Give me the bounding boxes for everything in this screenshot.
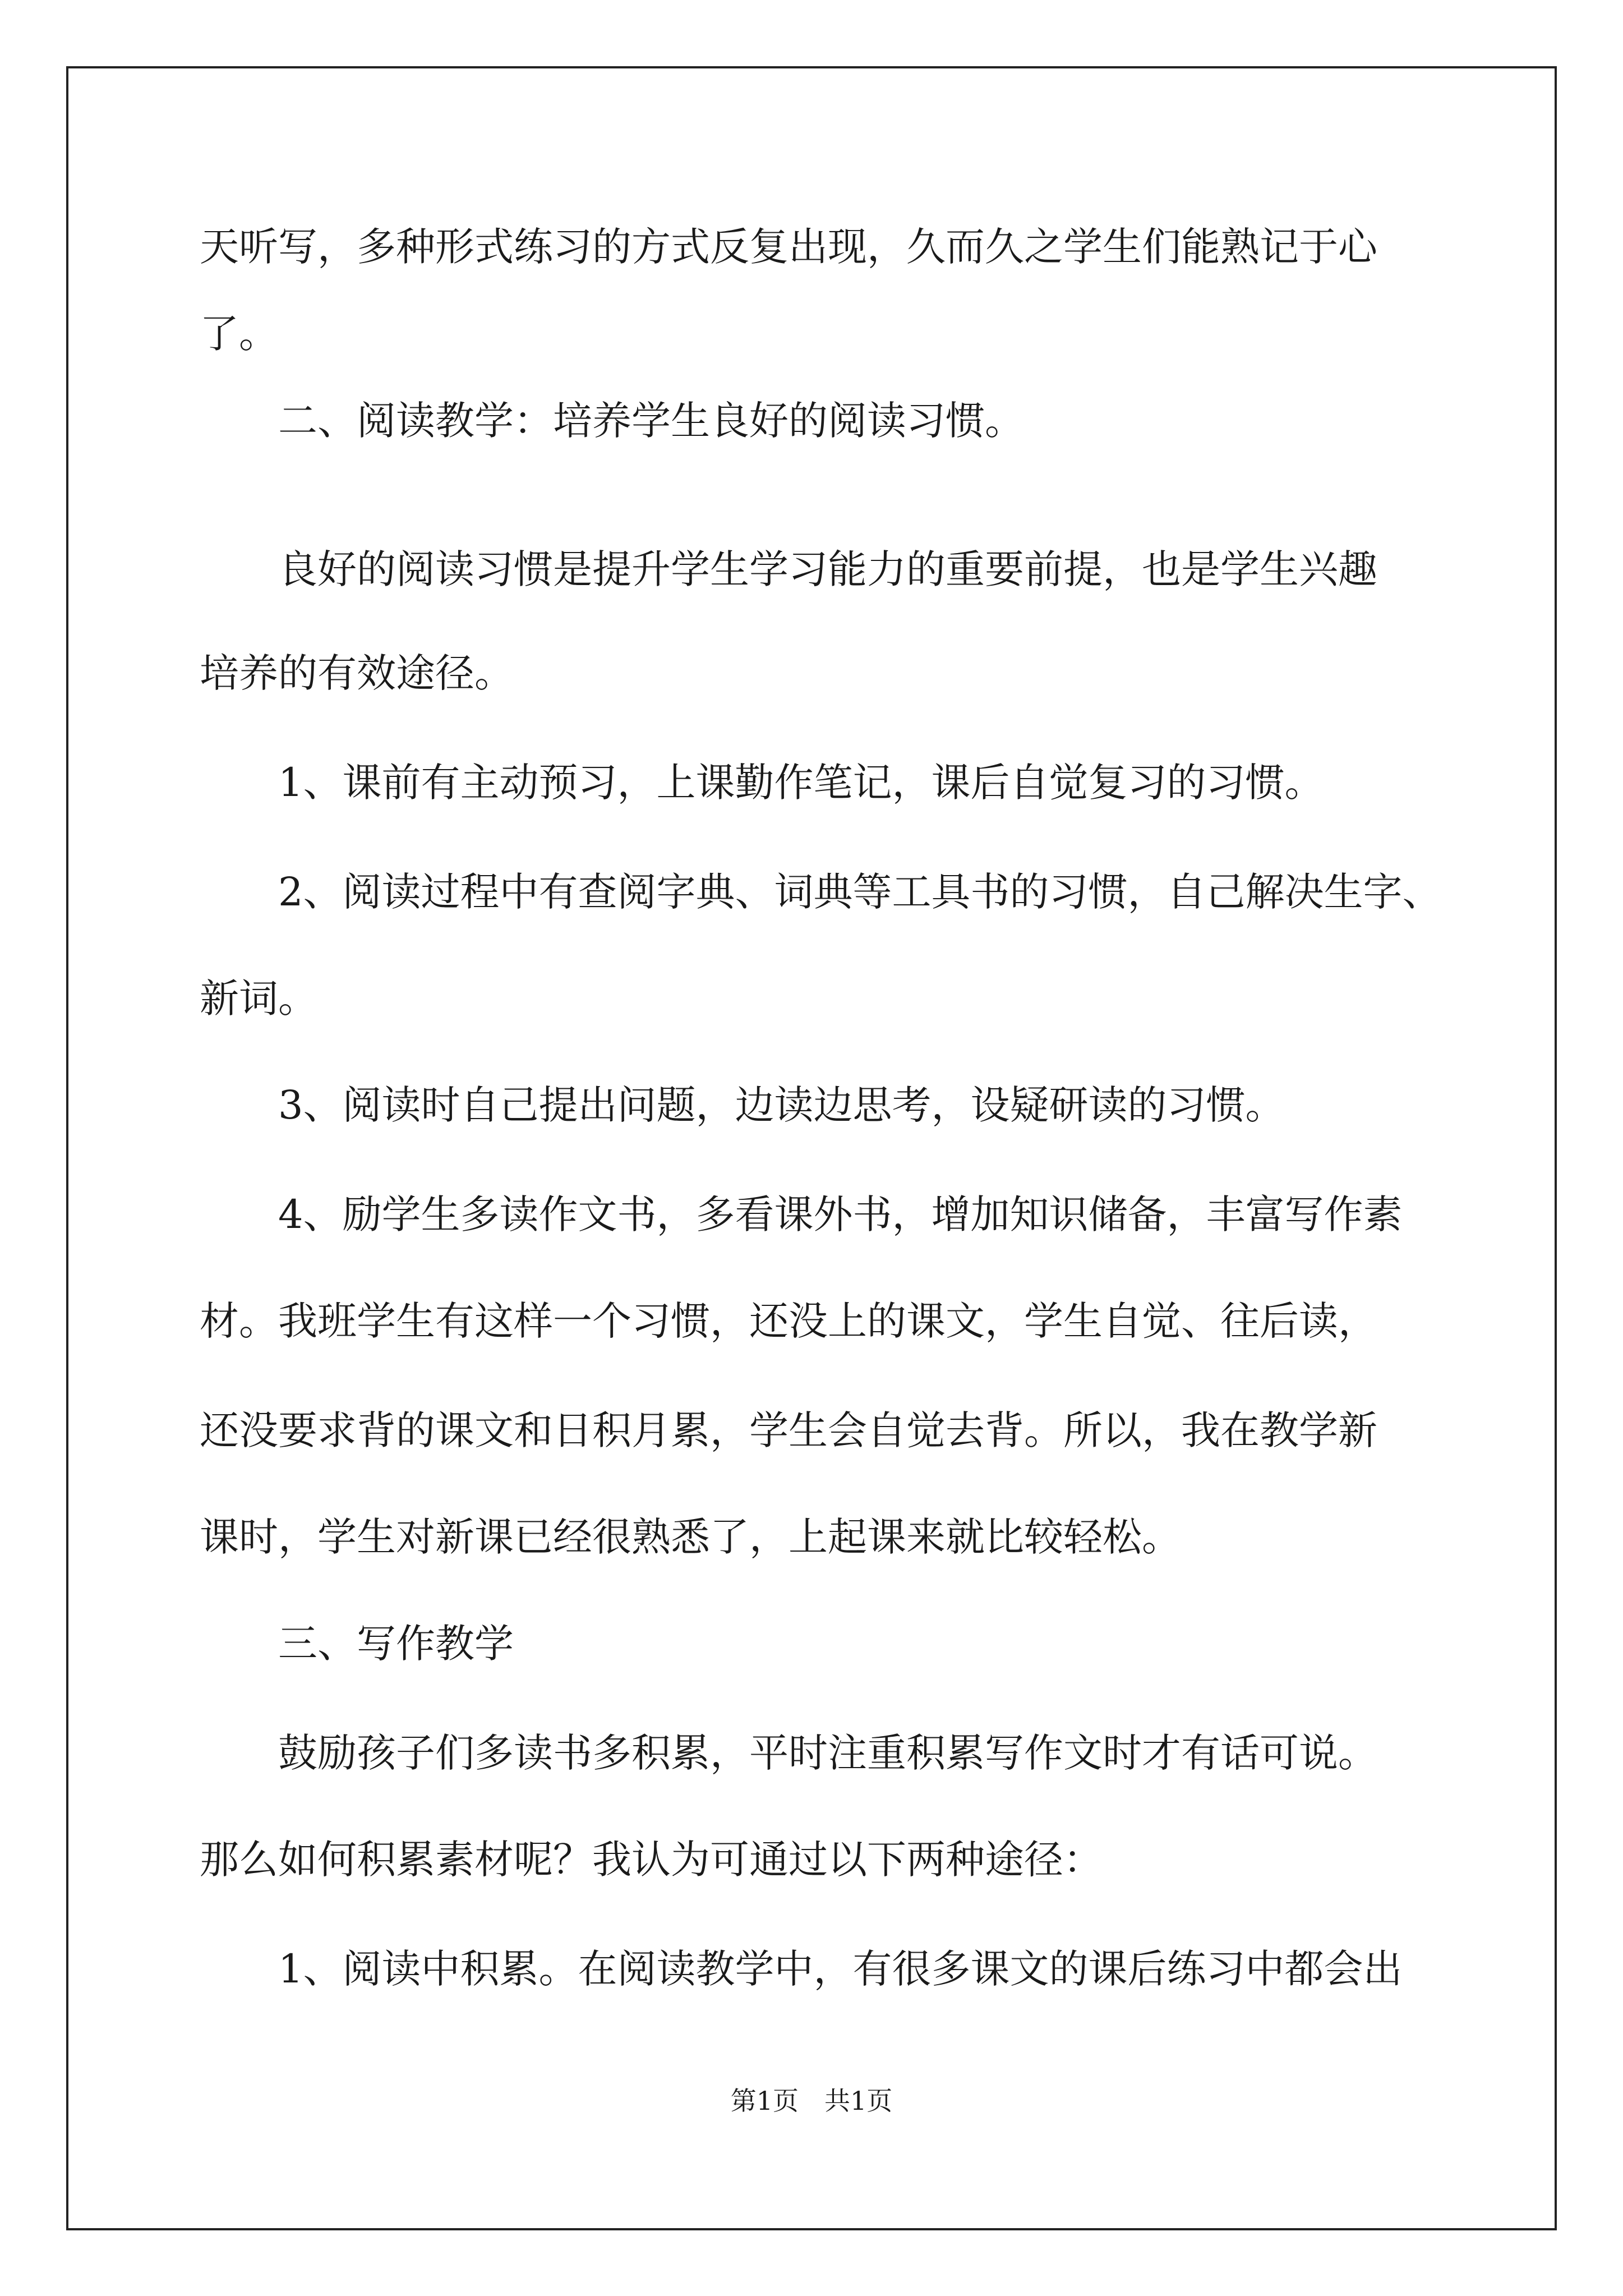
text-line: 材。我班学生有这样一个习惯，还没上的课文，学生自觉、往后读， (200, 1298, 1377, 1344)
text-line: 课时，学生对新课已经很熟悉了，上起课来就比较轻松。 (200, 1514, 1181, 1560)
text-line: 新词。 (200, 976, 317, 1022)
text-line: 良好的阅读习惯是提升学生学习能力的重要前提，也是学生兴趣 (278, 546, 1377, 592)
section-heading: 三、写作教学 (278, 1621, 514, 1667)
text-line: 培养的有效途径。 (200, 650, 514, 696)
text-line: 了。 (200, 311, 278, 357)
list-item: 1、阅读中积累。在阅读教学中，有很多课文的课后练习中都会出 (278, 1946, 1403, 1992)
list-item: 4、励学生多读作文书，多看课外书，增加知识储备，丰富写作素 (278, 1191, 1403, 1237)
text-line: 还没要求背的课文和日积月累，学生会自觉去背。所以，我在教学新 (200, 1407, 1377, 1453)
page-border (66, 66, 1557, 2230)
list-item: 3、阅读时自己提出问题，边读边思考，设疑研读的习惯。 (278, 1082, 1285, 1128)
list-item: 2、阅读过程中有查阅字典、词典等工具书的习惯，自己解决生字、 (278, 869, 1442, 915)
section-heading: 二、阅读教学：培养学生良好的阅读习惯。 (278, 398, 1024, 444)
text-line: 那么如何积累素材呢？我认为可通过以下两种途径： (200, 1837, 1103, 1883)
text-line: 天听写，多种形式练习的方式反复出现，久而久之学生们能熟记于心 (200, 224, 1377, 270)
page-footer: 第1页 共1页 (730, 2086, 893, 2116)
text-line: 鼓励孩子们多读书多积累，平时注重积累写作文时才有话可说。 (278, 1730, 1377, 1776)
list-item: 1、课前有主动预习，上课勤作笔记，课后自觉复习的习惯。 (278, 760, 1324, 806)
